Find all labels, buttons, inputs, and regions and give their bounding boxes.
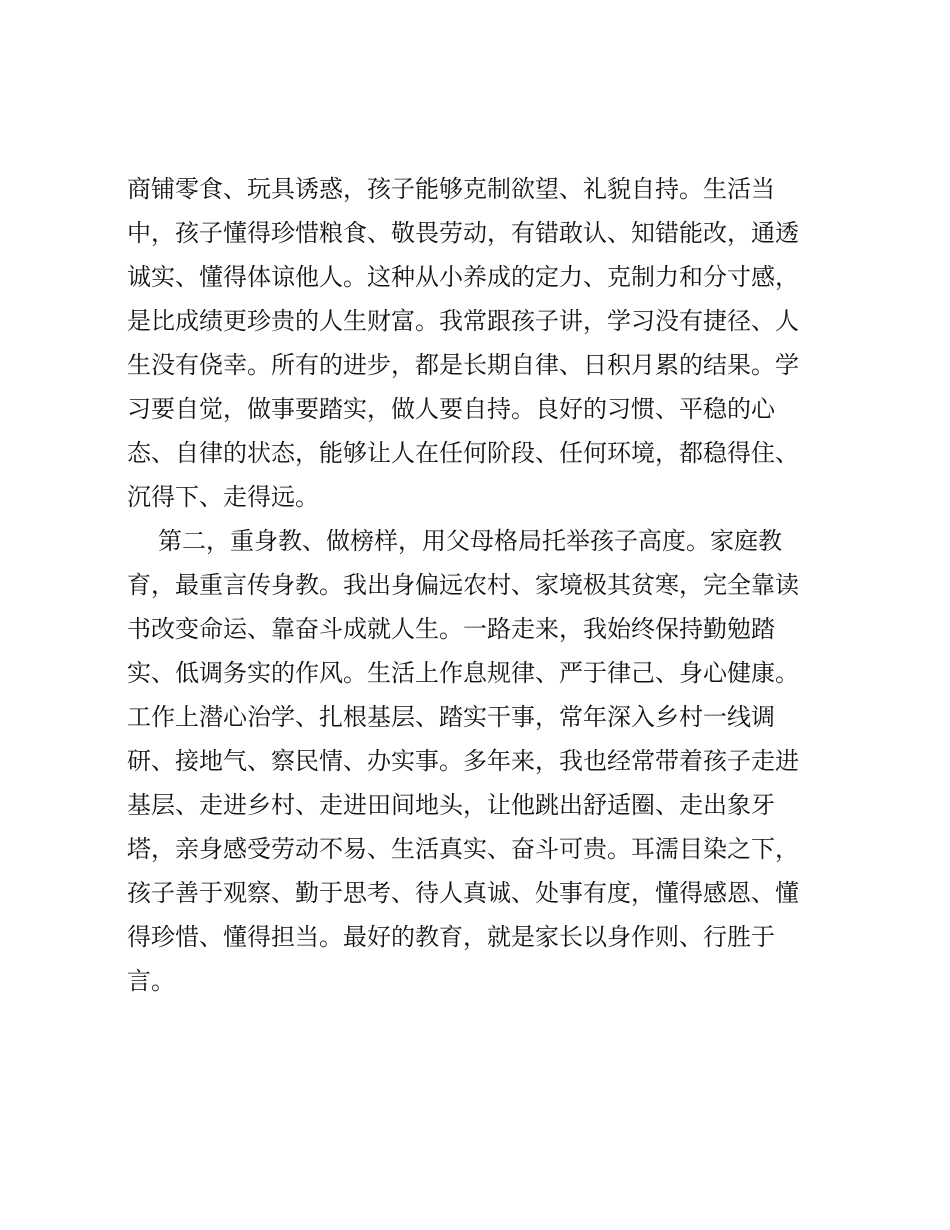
text-line: 基层、走进乡村、走进田间地头，让他跳出舒适圈、走出象牙 <box>127 791 775 819</box>
text-line: 孩子善于观察、勤于思考、待人真诚、处事有度，懂得感恩、懂 <box>127 879 799 907</box>
text-line: 诚实、懂得体谅他人。这种从小养成的定力、克制力和分寸感， <box>127 263 799 291</box>
text-line: 研、接地气、察民情、办实事。多年来，我也经常带着孩子走进 <box>127 747 799 775</box>
text-line: 育，最重言传身教。我出身偏远农村、家境极其贫寒，完全靠读 <box>127 571 799 599</box>
text-line: 塔，亲身感受劳动不易、生活真实、奋斗可贵。耳濡目染之下， <box>127 835 799 863</box>
text-line: 工作上潜心治学、扎根基层、踏实干事，常年深入乡村一线调 <box>127 703 775 731</box>
text-line: 态、自律的状态，能够让人在任何阶段、任何环境，都稳得住、 <box>127 439 799 467</box>
text-line: 中，孩子懂得珍惜粮食、敬畏劳动，有错敢认、知错能改，通透 <box>127 219 799 247</box>
text-line: 沉得下、走得远。 <box>127 483 319 511</box>
text-line: 习要自觉，做事要踏实，做人要自持。良好的习惯、平稳的心 <box>127 395 775 423</box>
text-line: 第二，重身教、做榜样，用父母格局托举孩子高度。家庭教 <box>158 527 782 555</box>
text-line: 商铺零食、玩具诱惑，孩子能够克制欲望、礼貌自持。生活当 <box>127 175 775 203</box>
text-line: 得珍惜、懂得担当。最好的教育，就是家长以身作则、行胜于 <box>127 923 775 951</box>
text-line: 是比成绩更珍贵的人生财富。我常跟孩子讲，学习没有捷径、人 <box>127 307 799 335</box>
text-line: 书改变命运、靠奋斗成就人生。一路走来，我始终保持勤勉踏 <box>127 615 775 643</box>
text-line: 言。 <box>127 967 175 995</box>
text-line: 实、低调务实的作风。生活上作息规律、严于律己、身心健康。 <box>127 659 799 687</box>
text-line: 生没有侥幸。所有的进步，都是长期自律、日积月累的结果。学 <box>127 351 799 379</box>
